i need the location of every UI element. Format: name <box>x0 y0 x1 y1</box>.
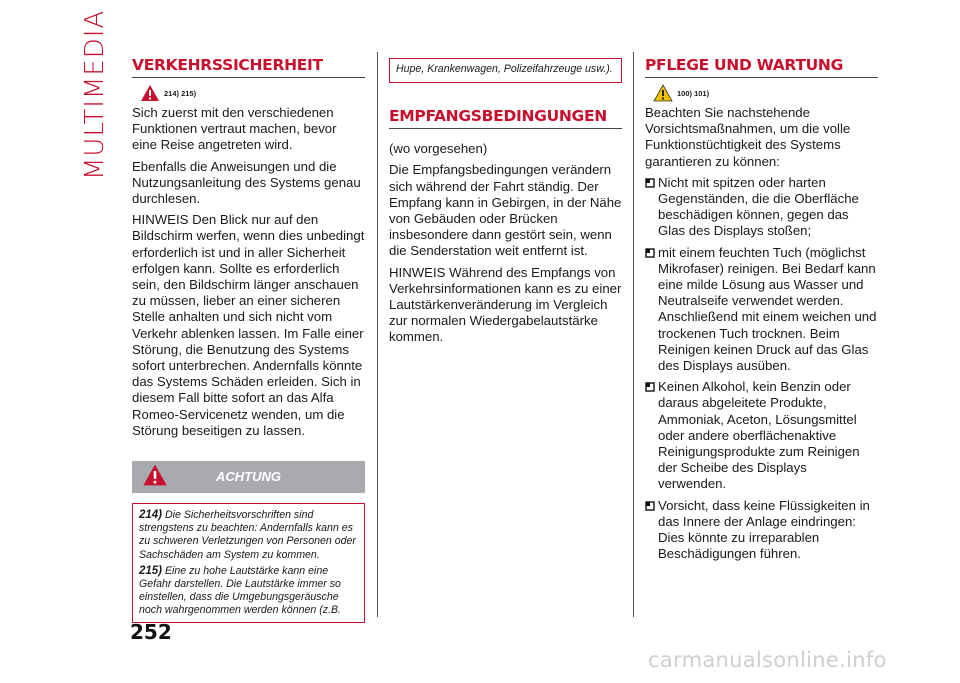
list-item-text: mit einem feuchten Tuch (möglichst Mikrofaser) reinigen. Bei Bedarf kann eine milde Lösung aus Wasser und Neutralseife verwendet werden. Anschließend mit einem weichen und trockenen Tuch trocknen. Beim Reinigen keinen Druck auf das Glas des Displays ausüben. <box>658 244 877 374</box>
warning-box <box>132 503 365 623</box>
watermark: carmanualsonline.info <box>648 648 887 672</box>
warning-number: 214) <box>139 509 163 522</box>
warning-triangle-icon <box>140 84 160 102</box>
section-title-care: PFLEGE UND WARTUNG <box>645 52 878 78</box>
checkbox-bullet-icon <box>645 379 658 492</box>
list-item <box>645 245 878 375</box>
achtung-header <box>132 461 365 493</box>
section-title-traffic-safety: VERKEHRSSICHERHEIT <box>132 52 365 78</box>
paragraph-note: (wo vorgesehen) <box>389 141 488 157</box>
warning-ref-numbers: 214) 215) <box>164 88 197 98</box>
list-item-text: Keinen Alkohol, kein Benzin oder daraus abgeleitete Produkte, Ammoniak, Aceton, Lösungsmittel oder andere oberflächenaktive Reinigungsprodukte zum Reinigen der Scheibe des Displays verwenden. <box>658 379 860 492</box>
paragraph-hinweis: HINWEIS Den Blick nur auf den Bildschirm werfen, wenn dies unbedingt erforderlich ist und in aller Sicherheit erfolgen kann. Sollte es erforderlich sein, den Bildschirm länger anschauen zu müssen, lieber an einer sicheren Stelle anhalten und sich nicht vom Verkehr ablenken lassen. Im Falle einer Störung, die Benutzung des Systems sofort unterbrechen. Andernfalls könnte das Systems Schäden erleiden. Sich in diesem Fall bitte sofort an das Alfa Romeo-Servicenetz wenden, um die Störung beseitigen zu lassen. <box>132 212 365 438</box>
column-care-maintenance <box>645 52 878 567</box>
paragraph: Beachten Sie nachstehende Vorsichtsmaßnahmen, um die volle Funktionstüchtigkeit des Systems garantieren zu können: <box>645 105 851 169</box>
caution-triangle-icon <box>653 84 673 102</box>
list-item-text: Vorsicht, dass keine Flüssigkeiten in das Innere der Anlage eindringen: Dies könnte zu irreparablen Beschädigungen führen. <box>658 497 870 562</box>
achtung-title: ACHTUNG <box>216 469 281 485</box>
checkbox-bullet-icon <box>645 498 658 563</box>
list-item <box>645 379 878 492</box>
column-reception <box>389 58 622 351</box>
warning-item <box>139 565 358 618</box>
paragraph: Sich zuerst mit den verschiedenen Funktionen vertraut machen, bevor eine Reise angetreten wird. <box>132 105 337 153</box>
paragraph: Ebenfalls die Anweisungen und die Nutzungsanleitung des Systems genau durchlesen. <box>132 158 361 207</box>
list-item-text: Nicht mit spitzen oder harten Gegenständen, die die Oberfläche beschädigen können, gegen das Glas des Displays stoßen; <box>658 174 859 239</box>
checkbox-bullet-icon <box>645 245 658 375</box>
warning-number: 215) <box>139 564 163 577</box>
warning-box-continued: Hupe, Krankenwagen, Polizeifahrzeuge usw.). <box>389 58 622 83</box>
warning-text: Eine zu hohe Lautstärke kann eine Gefahr darstellen. Die Lautstärke immer so einstellen, dass die Umgebungsgeräusche noch wahrgenommen werden können (z.B. <box>139 564 341 617</box>
warning-item <box>139 509 358 562</box>
list-item <box>645 175 878 240</box>
column-traffic-safety <box>132 52 365 623</box>
column-divider <box>377 52 378 617</box>
warning-ref-numbers: 100) 101) <box>677 88 710 98</box>
column-divider <box>633 52 634 617</box>
paragraph-hinweis: HINWEIS Während des Empfangs von Verkehrsinformationen kann es zu einer Lautstärkenveränderung im Vergleich zur normalen Wiedergabelautstärke kommen. <box>389 264 622 345</box>
page-number: 252 <box>130 620 172 644</box>
paragraph: Die Empfangsbedingungen verändern sich während der Fahrt ständig. Der Empfang kann in Gebirgen, in der Nähe von Gebäuden oder Brücken insbesondere dann gestört sein, wenn die Senderstation weit entfernt ist. <box>389 162 622 259</box>
list-item <box>645 498 878 563</box>
section-title-reception: EMPFANGSBEDINGUNGEN <box>389 103 622 129</box>
side-label-text: MULTIMEDIA <box>80 9 110 180</box>
warning-reference <box>140 84 365 102</box>
checkbox-bullet-icon <box>645 175 658 240</box>
warning-reference <box>653 84 878 102</box>
warning-text: Die Sicherheitsvorschriften sind strengstens zu beachten: Andernfalls kann es zu schweren Verletzungen von Personen oder Sachschäden am System zu kommen. <box>139 509 356 561</box>
